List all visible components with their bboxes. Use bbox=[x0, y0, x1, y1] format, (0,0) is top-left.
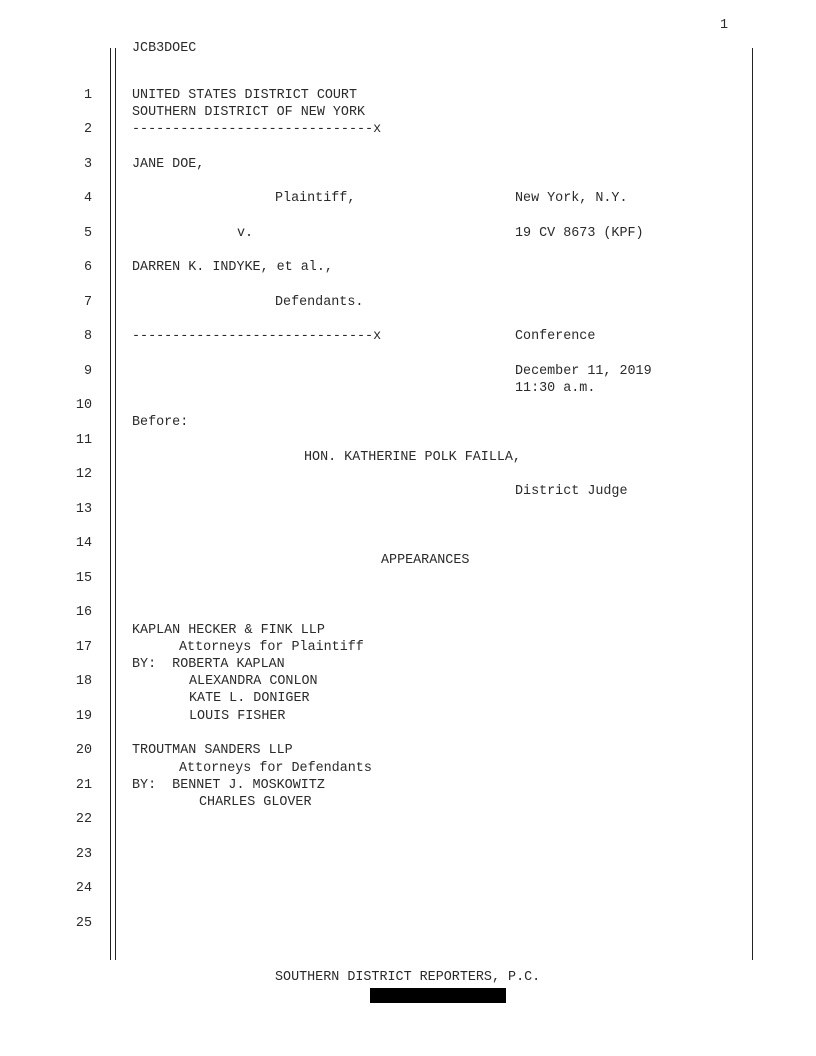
plaintiff-counsel-role: Attorneys for Plaintiff bbox=[179, 640, 364, 655]
line-number: 15 bbox=[75, 571, 92, 586]
line-number: 16 bbox=[75, 605, 92, 620]
page-number: 1 bbox=[720, 18, 729, 33]
line-number: 4 bbox=[83, 191, 92, 206]
plaintiff-attorney: ALEXANDRA CONLON bbox=[189, 674, 318, 689]
case-number: 19 CV 8673 (KPF) bbox=[515, 226, 644, 241]
appearances-heading: APPEARANCES bbox=[381, 553, 470, 568]
line-number: 19 bbox=[75, 709, 92, 724]
left-margin-line-outer bbox=[110, 48, 111, 960]
line-number: 20 bbox=[75, 743, 92, 758]
line-number: 21 bbox=[75, 778, 92, 793]
defendant-attorney: CHARLES GLOVER bbox=[199, 795, 312, 810]
plaintiff-firm: KAPLAN HECKER & FINK LLP bbox=[132, 623, 325, 638]
plaintiff-role: Plaintiff, bbox=[275, 191, 356, 206]
defendant-role: Defendants. bbox=[275, 295, 364, 310]
line-number: 9 bbox=[83, 364, 92, 379]
reporter-footer: SOUTHERN DISTRICT REPORTERS, P.C. bbox=[275, 970, 541, 985]
location: New York, N.Y. bbox=[515, 191, 628, 206]
before-label: Before: bbox=[132, 415, 189, 430]
plaintiff-attorney: KATE L. DONIGER bbox=[189, 691, 310, 706]
plaintiff-attorney: BY: ROBERTA KAPLAN bbox=[132, 657, 285, 672]
line-number: 24 bbox=[75, 881, 92, 896]
judge-title: District Judge bbox=[515, 484, 628, 499]
line-number: 12 bbox=[75, 467, 92, 482]
header-code: JCB3DOEC bbox=[132, 41, 197, 56]
proceeding-time: 11:30 a.m. bbox=[515, 381, 596, 396]
line-number: 22 bbox=[75, 812, 92, 827]
plaintiff-attorney: LOUIS FISHER bbox=[189, 709, 286, 724]
plaintiff-name: JANE DOE, bbox=[132, 157, 205, 172]
line-number: 18 bbox=[75, 674, 92, 689]
redaction-bar bbox=[370, 988, 506, 1003]
proceeding-type: Conference bbox=[515, 329, 596, 344]
line-number: 3 bbox=[83, 157, 92, 172]
left-margin-line-inner bbox=[115, 48, 116, 960]
versus: v. bbox=[237, 226, 254, 241]
caption-divider: ------------------------------x bbox=[132, 122, 382, 137]
line-number: 10 bbox=[75, 398, 92, 413]
defendant-attorney: BY: BENNET J. MOSKOWITZ bbox=[132, 778, 325, 793]
line-number: 25 bbox=[75, 916, 92, 931]
court-name: UNITED STATES DISTRICT COURT bbox=[132, 88, 357, 103]
line-number: 1 bbox=[83, 88, 92, 103]
line-number: 17 bbox=[75, 640, 92, 655]
defendant-name: DARREN K. INDYKE, et al., bbox=[132, 260, 333, 275]
line-number: 14 bbox=[75, 536, 92, 551]
line-number: 11 bbox=[75, 433, 92, 448]
defendant-firm: TROUTMAN SANDERS LLP bbox=[132, 743, 293, 758]
court-district: SOUTHERN DISTRICT OF NEW YORK bbox=[132, 105, 366, 120]
line-number: 2 bbox=[83, 122, 92, 137]
caption-divider: ------------------------------x bbox=[132, 329, 382, 344]
defendant-counsel-role: Attorneys for Defendants bbox=[179, 761, 372, 776]
line-number: 23 bbox=[75, 847, 92, 862]
judge-name: HON. KATHERINE POLK FAILLA, bbox=[304, 450, 521, 465]
line-number: 5 bbox=[83, 226, 92, 241]
line-number: 8 bbox=[83, 329, 92, 344]
proceeding-date: December 11, 2019 bbox=[515, 364, 652, 379]
right-margin-line bbox=[752, 48, 753, 960]
line-number: 7 bbox=[83, 295, 92, 310]
line-number: 6 bbox=[83, 260, 92, 275]
line-number: 13 bbox=[75, 502, 92, 517]
